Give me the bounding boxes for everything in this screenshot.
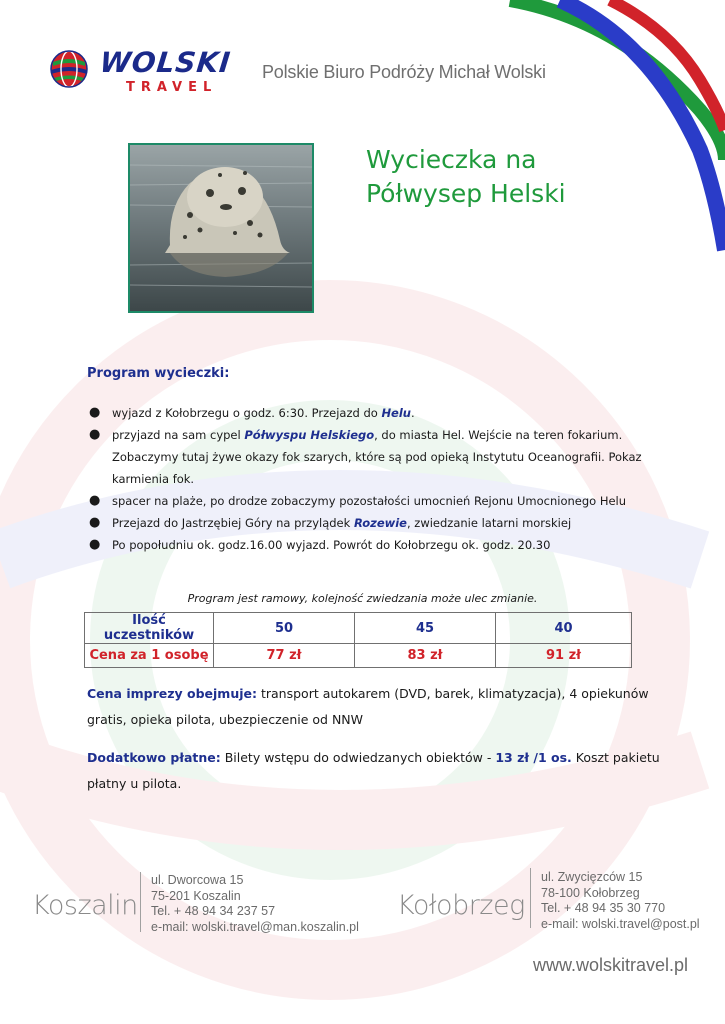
seal-icon	[130, 145, 312, 311]
logo-wordmark: WOLSKI	[98, 46, 233, 79]
footer-divider	[140, 872, 141, 932]
globe-logo-icon	[48, 48, 90, 90]
bullet-icon: ●	[89, 427, 101, 442]
footer-divider	[530, 868, 531, 928]
table-cell: 91 zł	[496, 644, 632, 668]
list-item: ● spacer na plaże, po drodze zobaczymy pozostałości umocnień Rejonu Umocnionego Helu	[87, 490, 687, 512]
price-table	[84, 612, 632, 668]
bullet-icon: ●	[89, 537, 101, 552]
footer-address-koszalin: ul. Dworcowa 15 75-201 Koszalin Tel. + 48 94 34 237 57 e-mail: wolski.travel@man.koszalin.pl	[151, 873, 359, 934]
extra-label: Dodatkowo płatne:	[87, 750, 221, 765]
footer-city-koszalin: Koszalin	[32, 890, 138, 921]
logo-subtitle: TRAVEL	[126, 80, 218, 95]
list-item: ● przyjazd na sam cypel Półwyspu Helskiego, do miasta Hel. Wejście na teren fokarium. Zobaczymy tutaj żywe okazy fok szarych, które są pod opieką Instytutu Oceanografii. Pokaz karmienia fok.	[87, 424, 687, 490]
included-section	[87, 681, 687, 733]
title-line-2: Półwysep Helski	[366, 179, 566, 208]
price-label: Cena za 1 osobę	[85, 644, 214, 668]
included-text: transport autokarem (DVD, barek, klimatyzacja), 4 opiekunów gratis, opieka pilota, ubezpieczenie od NNW	[87, 686, 649, 727]
included-label: Cena imprezy obejmuje:	[87, 686, 257, 701]
table-cell: 83 zł	[355, 644, 496, 668]
seal-photo	[128, 143, 314, 313]
program-heading: Program wycieczki:	[87, 366, 230, 381]
participants-label: Ilość uczestników	[85, 613, 214, 644]
table-cell: 50	[214, 613, 355, 644]
table-row	[85, 644, 632, 668]
footer-address-kolobrzeg: ul. Zwycięzców 15 78-100 Kołobrzeg Tel. + 48 94 35 30 770 e-mail: wolski.travel@post.pl	[541, 870, 700, 931]
table-cell: 40	[496, 613, 632, 644]
program-note: Program jest ramowy, kolejność zwiedzania może ulec zmianie.	[187, 592, 538, 605]
bullet-icon: ●	[89, 405, 101, 420]
title-line-1: Wycieczka na	[366, 145, 537, 174]
list-item: ● Po popołudniu ok. godz.16.00 wyjazd. Powrót do Kołobrzegu ok. godz. 20.30	[87, 534, 687, 556]
website-link[interactable]: www.wolskitravel.pl	[533, 955, 689, 975]
bullet-icon: ●	[89, 515, 101, 530]
program-list	[87, 402, 687, 556]
company-logo	[48, 42, 238, 102]
footer-city-kolobrzeg: Kołobrzeg	[397, 890, 525, 921]
list-item: ● wyjazd z Kołobrzegu o godz. 6:30. Przejazd do Helu.	[87, 402, 687, 424]
list-item: ● Przejazd do Jastrzębiej Góry na przylądek Rozewie, zwiedzanie latarni morskiej	[87, 512, 687, 534]
table-cell: 77 zł	[214, 644, 355, 668]
table-row	[85, 613, 632, 644]
company-tagline: Polskie Biuro Podróży Michał Wolski	[262, 62, 546, 82]
page-title	[366, 143, 706, 211]
extra-amount: 13 zł /1 os.	[495, 750, 572, 765]
extra-costs-section: Dodatkowo płatne: Bilety wstępu do odwiedzanych obiektów - 13 zł /1 os. Koszt pakietu płatny u pilota.	[87, 750, 660, 791]
table-cell: 45	[355, 613, 496, 644]
bullet-icon: ●	[89, 493, 101, 508]
